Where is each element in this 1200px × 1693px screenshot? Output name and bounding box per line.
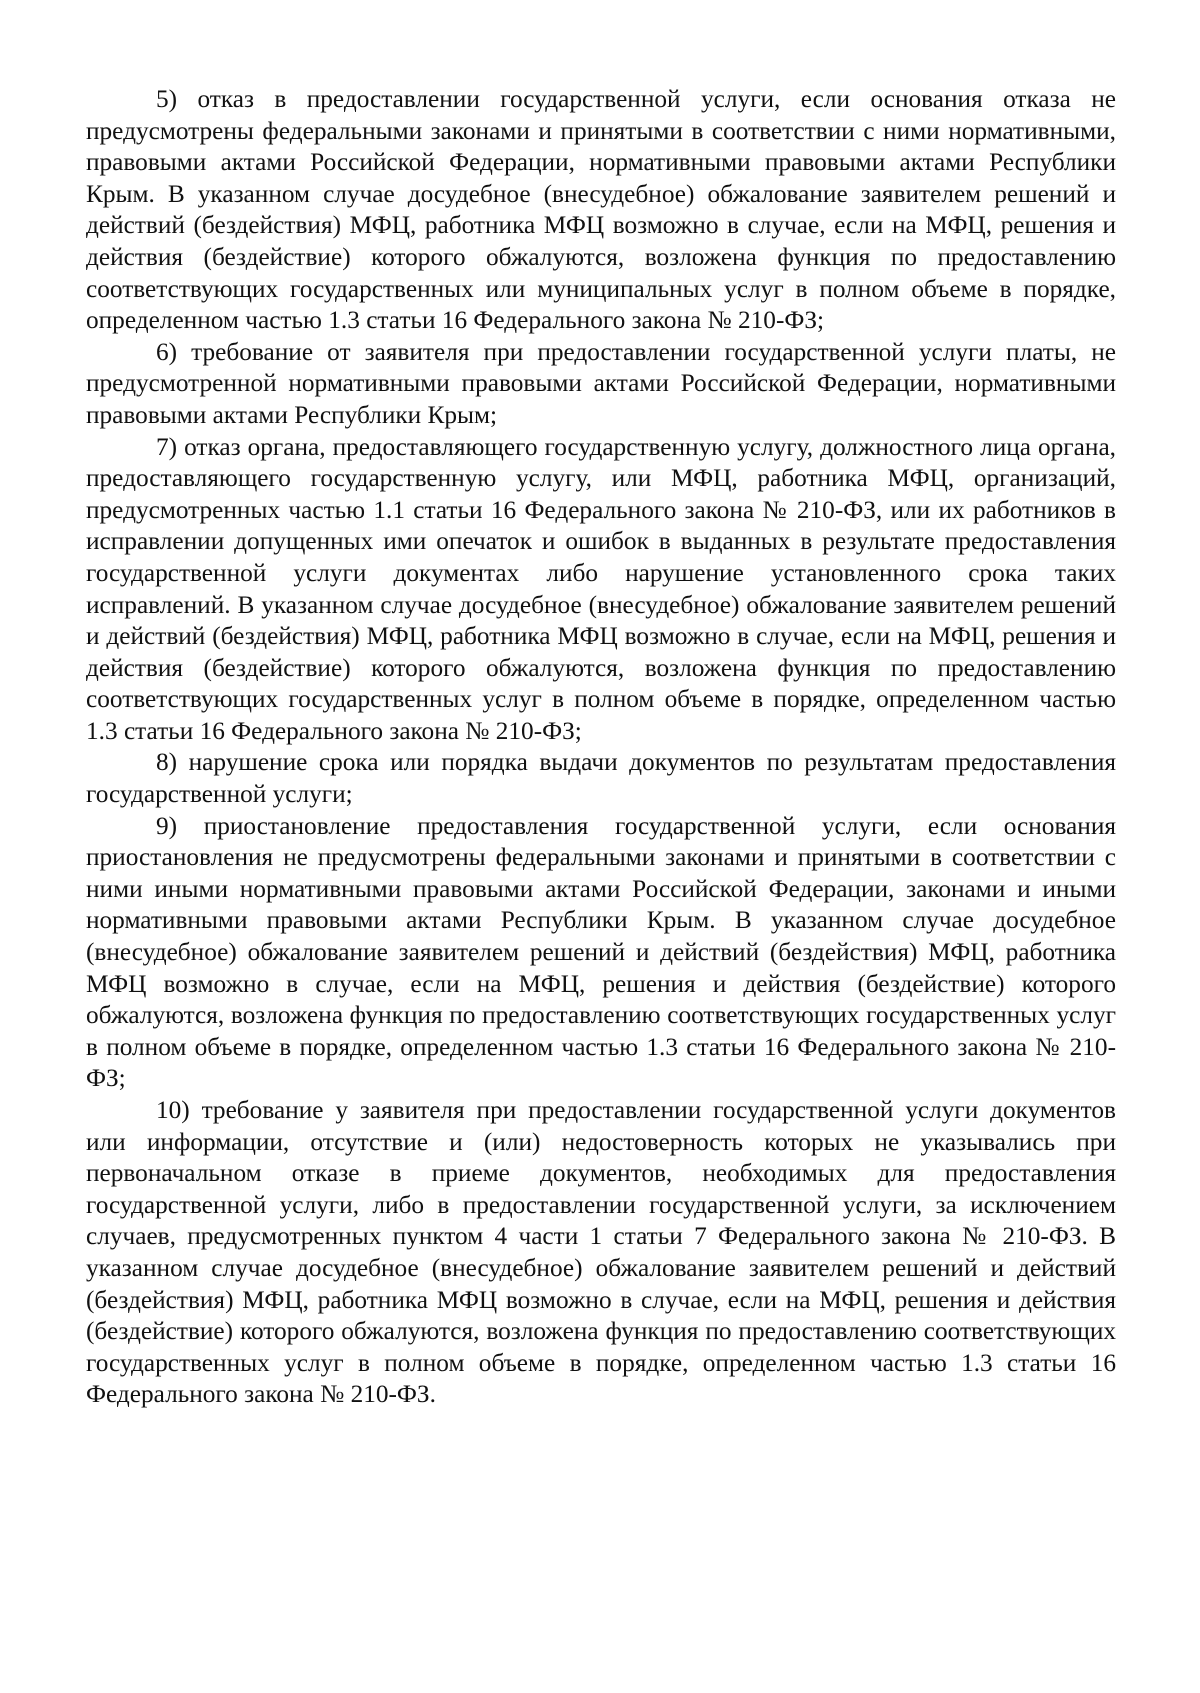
paragraph-item-5: 5) отказ в предоставлении государственной услуги, если основания отказа не предусмотрены федеральными законами и принятыми в соответствии с ними нормативными, правовыми актами Российской Федерации, нормативными правовыми актами Республики Крым. В указанном случае досудебное (внесудебное) обжалование заявителем решений и действий (бездействия) МФЦ, работника МФЦ возможно в случае, если на МФЦ, решения и действия (бездействие) которого обжалуются, возложена функция по предоставлению соответствующих государственных или муниципальных услуг в полном объеме в порядке, определенном частью 1.3 статьи 16 Федерального закона № 210-ФЗ; <box>86 85 1116 335</box>
paragraph-item-6: 6) требование от заявителя при предоставлении государственной услуги платы, не предусмотренной нормативными правовыми актами Российской Федерации, нормативными правовыми актами Республики Крым; <box>86 337 1116 429</box>
paragraph-item-8: 8) нарушение срока или порядка выдачи документов по результатам предоставления государственной услуги; <box>86 748 1116 809</box>
paragraph-item-9: 9) приостановление предоставления государственной услуги, если основания приостановления не предусмотрены федеральными законами и принятыми в соответствии с ними иными нормативными правовыми актами Российской Федерации, законами и иными нормативными правовыми актами Республики Крым. В указанном случае досудебное (внесудебное) обжалование заявителем решений и действий (бездействия) МФЦ, работника МФЦ возможно в случае, если на МФЦ, решения и действия (бездействие) которого обжалуются, возложена функция по предоставлению соответствующих государственных услуг в полном объеме в порядке, определенном частью 1.3 статьи 16 Федерального закона № 210-ФЗ; <box>86 811 1116 1093</box>
paragraph-item-7: 7) отказ органа, предоставляющего государственную услугу, должностного лица органа, предоставляющего государственную услугу, или МФЦ, работника МФЦ, организаций, предусмотренных частью 1.1 статьи 16 Федерального закона № 210-ФЗ, или их работников в исправлении допущенных ими опечаток и ошибок в выданных в результате предоставления государственной услуги документах либо нарушение установленного срока таких исправлений. В указанном случае досудебное (внесудебное) обжалование заявителем решений и действий (бездействия) МФЦ, работника МФЦ возможно в случае, если на МФЦ, решения и действия (бездействие) которого обжалуются, возложена функция по предоставлению соответствующих государственных услуг в полном объеме в порядке, определенном частью 1.3 статьи 16 Федерального закона № 210-ФЗ; <box>86 432 1116 745</box>
paragraph-item-10: 10) требование у заявителя при предоставлении государственной услуги документов или информации, отсутствие и (или) недостоверность которых не указывались при первоначальном отказе в приеме документов, необходимых для предоставления государственной услуги, либо в предоставлении государственной услуги, за исключением случаев, предусмотренных пунктом 4 части 1 статьи 7 Федерального закона № 210-ФЗ. В указанном случае досудебное (внесудебное) обжалование заявителем решений и действий (бездействия) МФЦ, работника МФЦ возможно в случае, если на МФЦ, решения и действия (бездействие) которого обжалуются, возложена функция по предоставлению соответствующих государственных услуг в полном объеме в порядке, определенном частью 1.3 статьи 16 Федерального закона № 210-ФЗ. <box>86 1096 1116 1409</box>
document-page <box>86 84 1116 1411</box>
